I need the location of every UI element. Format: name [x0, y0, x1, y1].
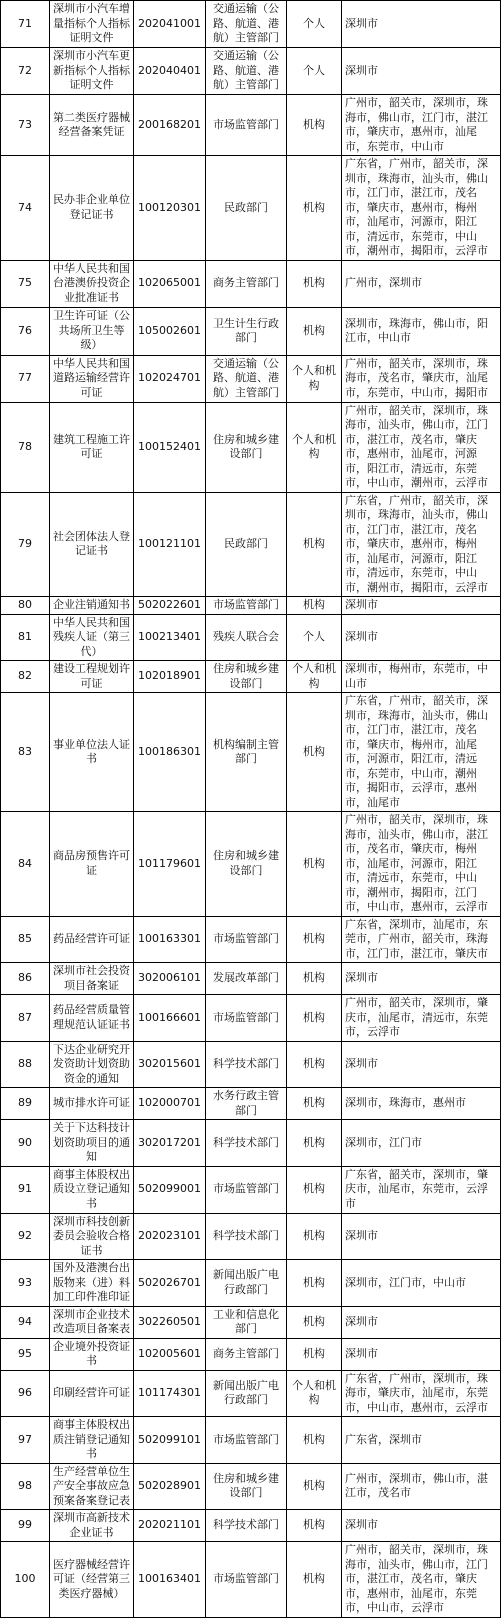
cell-number: 83 — [1, 693, 50, 812]
cell-region: 深圳市 — [342, 597, 501, 615]
cell-certificate-name: 深圳市小汽车增量指标个人指标证明文件 — [50, 1, 134, 48]
cell-region: 广州市，韶关市，深圳市，珠海市，汕头市，佛山市，江门市，湛江市，茂名市，肇庆市，惠州市，汕尾市，东莞市，中山市，云浮市 — [342, 1542, 501, 1618]
cell-certificate-name: 中华人民共和国台港澳侨投资企业批准证书 — [50, 260, 134, 307]
cell-issuing-department: 科学技术部门 — [206, 1510, 287, 1542]
cell-certificate-name: 下达企业研究开发资助计划资助资金的通知 — [50, 1041, 134, 1088]
cell-holder-type: 机构 — [287, 95, 342, 156]
cell-issuing-department: 市场监管部门 — [206, 597, 287, 615]
cell-certificate-code: 502026701 — [134, 1260, 206, 1307]
cell-holder-type: 个人 — [287, 614, 342, 661]
cell-certificate-code: 100120301 — [134, 156, 206, 261]
cell-certificate-code: 105002601 — [134, 307, 206, 355]
cell-certificate-name: 商事主体股权出质设立登记通知书 — [50, 1166, 134, 1213]
cell-region: 深圳市，珠海市，惠州市 — [342, 1088, 501, 1120]
cell-region: 广州市，韶关市，深圳市，珠海市，佛山市，江门市，湛江市，肇庆市，惠州市，汕尾市，东莞市，中山市 — [342, 95, 501, 156]
cell-issuing-department: 科学技术部门 — [206, 1213, 287, 1260]
table-row — [1, 1, 501, 48]
cell-holder-type: 个人和机构 — [287, 1370, 342, 1417]
cell-holder-type: 机构 — [287, 156, 342, 261]
cell-region: 深圳市 — [342, 1041, 501, 1088]
cell-certificate-name: 第二类医疗器械经营备案凭证 — [50, 95, 134, 156]
cell-issuing-department: 发展改革部门 — [206, 963, 287, 995]
cell-number: 93 — [1, 1260, 50, 1307]
cell-number: 87 — [1, 995, 50, 1042]
cell-number: 85 — [1, 916, 50, 963]
cell-issuing-department: 市场监管部门 — [206, 916, 287, 963]
table-row — [1, 48, 501, 95]
table-row — [1, 614, 501, 661]
cell-certificate-code: 100213401 — [134, 614, 206, 661]
cell-certificate-name: 中华人民共和国残疾人证（第三代） — [50, 614, 134, 661]
cell-holder-type: 机构 — [287, 1306, 342, 1338]
cell-certificate-code: 102000701 — [134, 1088, 206, 1120]
cell-certificate-name: 企业注销通知书 — [50, 597, 134, 615]
cell-number: 79 — [1, 492, 50, 597]
cell-holder-type: 机构 — [287, 1120, 342, 1167]
table-row — [1, 1542, 501, 1618]
cell-certificate-name: 商事主体股权出质注销登记通知书 — [50, 1417, 134, 1464]
cell-issuing-department: 新闻出版广电行政部门 — [206, 1370, 287, 1417]
cell-certificate-name: 关于下达科技计划资助项目的通知 — [50, 1120, 134, 1167]
cell-holder-type: 机构 — [287, 597, 342, 615]
cell-certificate-code: 102065001 — [134, 260, 206, 307]
table-row — [1, 812, 501, 917]
cell-holder-type: 机构 — [287, 1417, 342, 1464]
table-row — [1, 995, 501, 1042]
cell-certificate-code: 202023101 — [134, 1213, 206, 1260]
cell-holder-type: 机构 — [287, 1542, 342, 1618]
table-row — [1, 1120, 501, 1167]
cell-issuing-department: 商务主管部门 — [206, 1338, 287, 1370]
table-row — [1, 1510, 501, 1542]
table-row — [1, 1417, 501, 1464]
table-row — [1, 1041, 501, 1088]
cell-number: 99 — [1, 1510, 50, 1542]
cell-certificate-code: 100186301 — [134, 693, 206, 812]
cell-certificate-name: 企业境外投资证书 — [50, 1338, 134, 1370]
cell-holder-type: 机构 — [287, 307, 342, 355]
cell-number: 91 — [1, 1166, 50, 1213]
cell-region: 深圳市 — [342, 48, 501, 95]
cell-certificate-code: 102024701 — [134, 355, 206, 402]
cell-issuing-department: 市场监管部门 — [206, 995, 287, 1042]
cell-region: 广东省，深圳市 — [342, 1417, 501, 1464]
cell-certificate-name: 民办非企业单位登记证书 — [50, 156, 134, 261]
cell-holder-type: 个人 — [287, 48, 342, 95]
cell-certificate-code: 502022601 — [134, 597, 206, 615]
cell-certificate-code: 101174301 — [134, 1370, 206, 1417]
cell-holder-type: 机构 — [287, 1338, 342, 1370]
cell-holder-type: 机构 — [287, 1041, 342, 1088]
cell-certificate-name: 中华人民共和国道路运输经营许可证 — [50, 355, 134, 402]
cell-certificate-name: 卫生许可证（公共场所卫生等级） — [50, 307, 134, 355]
cell-number: 88 — [1, 1041, 50, 1088]
cell-issuing-department: 水务行政主管部门 — [206, 1088, 287, 1120]
cell-issuing-department: 市场监管部门 — [206, 1417, 287, 1464]
cell-number: 71 — [1, 1, 50, 48]
cell-region: 广州市，韶关市，深圳市，肇庆市，汕尾市，清远市，东莞市，云浮市 — [342, 995, 501, 1042]
cell-number: 89 — [1, 1088, 50, 1120]
cell-issuing-department: 交通运输（公路、航道、港航）主管部门 — [206, 1, 287, 48]
cell-certificate-code: 302015601 — [134, 1041, 206, 1088]
table-row — [1, 402, 501, 492]
table-row — [1, 597, 501, 615]
table-row — [1, 1213, 501, 1260]
cell-region: 广州市，韶关市，深圳市，珠海市，汕头市，佛山市，湛江市，茂名市，肇庆市，梅州市，汕尾市，河源市，阳江市，清远市，东莞市，中山市，潮州市，揭阳市，江门市，中山市，惠州市，云浮市 — [342, 812, 501, 917]
cell-certificate-code: 302260501 — [134, 1306, 206, 1338]
cell-certificate-name: 城市排水许可证 — [50, 1088, 134, 1120]
cell-holder-type: 机构 — [287, 1510, 342, 1542]
cell-holder-type: 机构 — [287, 1088, 342, 1120]
cell-issuing-department: 科学技术部门 — [206, 1120, 287, 1167]
cell-certificate-code: 502099101 — [134, 1417, 206, 1464]
cell-certificate-code: 100166601 — [134, 995, 206, 1042]
cell-number: 94 — [1, 1306, 50, 1338]
cell-certificate-name: 深圳市企业技术改造项目备案表 — [50, 1306, 134, 1338]
cell-certificate-name: 医疗器械经营许可证（经营第三类医疗器械） — [50, 1542, 134, 1618]
cell-issuing-department: 市场监管部门 — [206, 1542, 287, 1618]
table-row — [1, 1338, 501, 1370]
cell-number: 76 — [1, 307, 50, 355]
cell-issuing-department: 科学技术部门 — [206, 1041, 287, 1088]
cell-issuing-department: 住房和城乡建设部门 — [206, 1463, 287, 1510]
cell-certificate-name: 药品经营许可证 — [50, 916, 134, 963]
cell-number: 96 — [1, 1370, 50, 1417]
cell-region: 广东省，广州市，韶关市，深圳市，珠海市，汕头市，佛山市，江门市，湛江市，茂名市，肇庆市，梅州市，汕尾市，河源市，阳江市，清远市，东莞市，中山市，潮州市，揭阳市，云浮市，惠州市，汕尾市 — [342, 693, 501, 812]
cell-issuing-department: 机构编制主管部门 — [206, 693, 287, 812]
cell-issuing-department: 卫生计生行政部门 — [206, 307, 287, 355]
cell-holder-type: 个人和机构 — [287, 402, 342, 492]
cell-certificate-name: 建设工程规划许可证 — [50, 661, 134, 693]
cell-issuing-department: 新闻出版广电行政部门 — [206, 1260, 287, 1307]
cell-region: 深圳市 — [342, 1, 501, 48]
cell-issuing-department: 残疾人联合会 — [206, 614, 287, 661]
cell-certificate-name: 商品房预售许可证 — [50, 812, 134, 917]
cell-number: 72 — [1, 48, 50, 95]
cell-holder-type: 机构 — [287, 916, 342, 963]
cell-number: 100 — [1, 1542, 50, 1618]
cell-certificate-code: 102005601 — [134, 1338, 206, 1370]
cell-holder-type: 机构 — [287, 260, 342, 307]
cell-issuing-department: 商务主管部门 — [206, 260, 287, 307]
cell-certificate-name: 深圳市社会投资项目备案证 — [50, 963, 134, 995]
cell-number: 92 — [1, 1213, 50, 1260]
cell-issuing-department: 交通运输（公路、航道、港航）主管部门 — [206, 48, 287, 95]
cell-certificate-code: 100163401 — [134, 1542, 206, 1618]
cell-certificate-name: 药品经营质量管理规范认证证书 — [50, 995, 134, 1042]
cell-issuing-department: 交通运输（公路、航道、港航）主管部门 — [206, 355, 287, 402]
cell-certificate-name: 深圳市高新技术企业证书 — [50, 1510, 134, 1542]
cell-certificate-code: 100152401 — [134, 402, 206, 492]
cell-issuing-department: 住房和城乡建设部门 — [206, 402, 287, 492]
cell-holder-type: 个人 — [287, 1, 342, 48]
table-row — [1, 963, 501, 995]
cell-region: 深圳市，江门市，中山市 — [342, 1260, 501, 1307]
cell-certificate-code: 100163301 — [134, 916, 206, 963]
table-row — [1, 260, 501, 307]
cell-certificate-code: 502099001 — [134, 1166, 206, 1213]
cell-region: 深圳市 — [342, 1510, 501, 1542]
cell-certificate-code: 100121101 — [134, 492, 206, 597]
cell-region: 广州市，深圳市，佛山市，湛江市，茂名市 — [342, 1463, 501, 1510]
cell-issuing-department: 民政部门 — [206, 492, 287, 597]
cell-region: 深圳市，梅州市，东莞市，中山市 — [342, 661, 501, 693]
cell-number: 82 — [1, 661, 50, 693]
cell-issuing-department: 市场监管部门 — [206, 1166, 287, 1213]
cell-issuing-department: 市场监管部门 — [206, 95, 287, 156]
cell-certificate-name: 深圳市科技创新委员会验收合格证书 — [50, 1213, 134, 1260]
cell-certificate-name: 生产经营单位生产安全事故应急预案备案登记表 — [50, 1463, 134, 1510]
cell-certificate-code: 200168201 — [134, 95, 206, 156]
cell-number: 77 — [1, 355, 50, 402]
cell-region: 深圳市 — [342, 963, 501, 995]
cell-region: 广州市，韶关市，深圳市，珠海市，汕头市，佛山市，江门市，湛江市，茂名市，肇庆市，惠州市，汕尾市，河源市，阳江市，清远市，东莞市，中山市，潮州市，云浮市 — [342, 402, 501, 492]
table-row — [1, 492, 501, 597]
cell-number: 98 — [1, 1463, 50, 1510]
cell-number: 80 — [1, 597, 50, 615]
cell-region: 深圳市 — [342, 614, 501, 661]
table-row — [1, 1260, 501, 1307]
table-body — [1, 1, 501, 1618]
cell-number: 90 — [1, 1120, 50, 1167]
cell-number: 84 — [1, 812, 50, 917]
cell-number: 74 — [1, 156, 50, 261]
cell-holder-type: 机构 — [287, 995, 342, 1042]
cell-region: 深圳市，江门市 — [342, 1120, 501, 1167]
cell-certificate-name: 建筑工程施工许可证 — [50, 402, 134, 492]
table-row — [1, 1463, 501, 1510]
cell-certificate-code: 202041001 — [134, 1, 206, 48]
table-row — [1, 1306, 501, 1338]
cell-region: 深圳市，珠海市，佛山市，阳江市，中山市 — [342, 307, 501, 355]
cell-region: 深圳市 — [342, 1306, 501, 1338]
cell-number: 81 — [1, 614, 50, 661]
cell-issuing-department: 民政部门 — [206, 156, 287, 261]
cell-certificate-code: 102018901 — [134, 661, 206, 693]
cell-number: 86 — [1, 963, 50, 995]
cell-number: 97 — [1, 1417, 50, 1464]
cell-certificate-code: 302017201 — [134, 1120, 206, 1167]
table-row — [1, 661, 501, 693]
cell-holder-type: 机构 — [287, 1213, 342, 1260]
table-row — [1, 307, 501, 355]
cell-certificate-name: 深圳市小汽车更新指标个人指标证明文件 — [50, 48, 134, 95]
table-row — [1, 1370, 501, 1417]
cell-holder-type: 机构 — [287, 1260, 342, 1307]
cell-holder-type: 个人和机构 — [287, 661, 342, 693]
cell-issuing-department: 工业和信息化部门 — [206, 1306, 287, 1338]
cell-certificate-name: 事业单位法人证书 — [50, 693, 134, 812]
cell-certificate-code: 101179601 — [134, 812, 206, 917]
cell-holder-type: 机构 — [287, 492, 342, 597]
table-row — [1, 1088, 501, 1120]
cell-issuing-department: 住房和城乡建设部门 — [206, 661, 287, 693]
cell-region: 广东省，深圳市，汕尾市，东莞市，广州市，韶关市，珠海市，江门市，湛江市，肇庆市 — [342, 916, 501, 963]
cell-region: 深圳市 — [342, 1213, 501, 1260]
cell-region: 广东省，韶关市，深圳市，肇庆市，汕尾市，东莞市，云浮市 — [342, 1166, 501, 1213]
cell-region: 深圳市 — [342, 1338, 501, 1370]
cell-region: 广东省，广州市，深圳市，珠海市，肇庆市，汕尾市，东莞市，中山市，惠州市，云浮市 — [342, 1370, 501, 1417]
cell-certificate-name: 社会团体法人登记证书 — [50, 492, 134, 597]
table-row — [1, 355, 501, 402]
cell-number: 78 — [1, 402, 50, 492]
cell-issuing-department: 住房和城乡建设部门 — [206, 812, 287, 917]
cell-holder-type: 个人和机构 — [287, 355, 342, 402]
cell-number: 73 — [1, 95, 50, 156]
table-row — [1, 693, 501, 812]
cell-number: 75 — [1, 260, 50, 307]
cell-certificate-code: 502028901 — [134, 1463, 206, 1510]
cell-certificate-name: 印刷经营许可证 — [50, 1370, 134, 1417]
cell-number: 95 — [1, 1338, 50, 1370]
cell-region: 广东省，广州市，韶关市，深圳市，珠海市，汕头市，佛山市，江门市，湛江市，茂名市，肇庆市，惠州市，梅州市，汕尾市，河源市，阳江市，清远市，东莞市，中山市，潮州市，揭阳市，云浮市 — [342, 492, 501, 597]
table-row — [1, 916, 501, 963]
cell-holder-type: 机构 — [287, 1463, 342, 1510]
cell-certificate-name: 国外及港澳台出版物来（进）料加工印件准印证 — [50, 1260, 134, 1307]
cell-certificate-code: 302006101 — [134, 963, 206, 995]
cell-holder-type: 机构 — [287, 963, 342, 995]
table-row — [1, 1166, 501, 1213]
table-row — [1, 156, 501, 261]
cell-region: 广州市，深圳市 — [342, 260, 501, 307]
cell-region: 广东省，广州市，韶关市，深圳市，珠海市，汕头市，佛山市，江门市，湛江市，茂名市，肇庆市，惠州市，梅州市，汕尾市，河源市，阳江市，清远市，东莞市，中山市，潮州市，揭阳市，云浮市 — [342, 156, 501, 261]
cell-holder-type: 机构 — [287, 812, 342, 917]
table-row — [1, 95, 501, 156]
cell-region: 广州市，韶关市，深圳市，珠海市，茂名市，肇庆市，汕尾市，东莞市，中山市，揭阳市 — [342, 355, 501, 402]
cell-holder-type: 机构 — [287, 1166, 342, 1213]
cell-holder-type: 机构 — [287, 693, 342, 812]
cell-certificate-code: 202040401 — [134, 48, 206, 95]
cell-certificate-code: 202021101 — [134, 1510, 206, 1542]
